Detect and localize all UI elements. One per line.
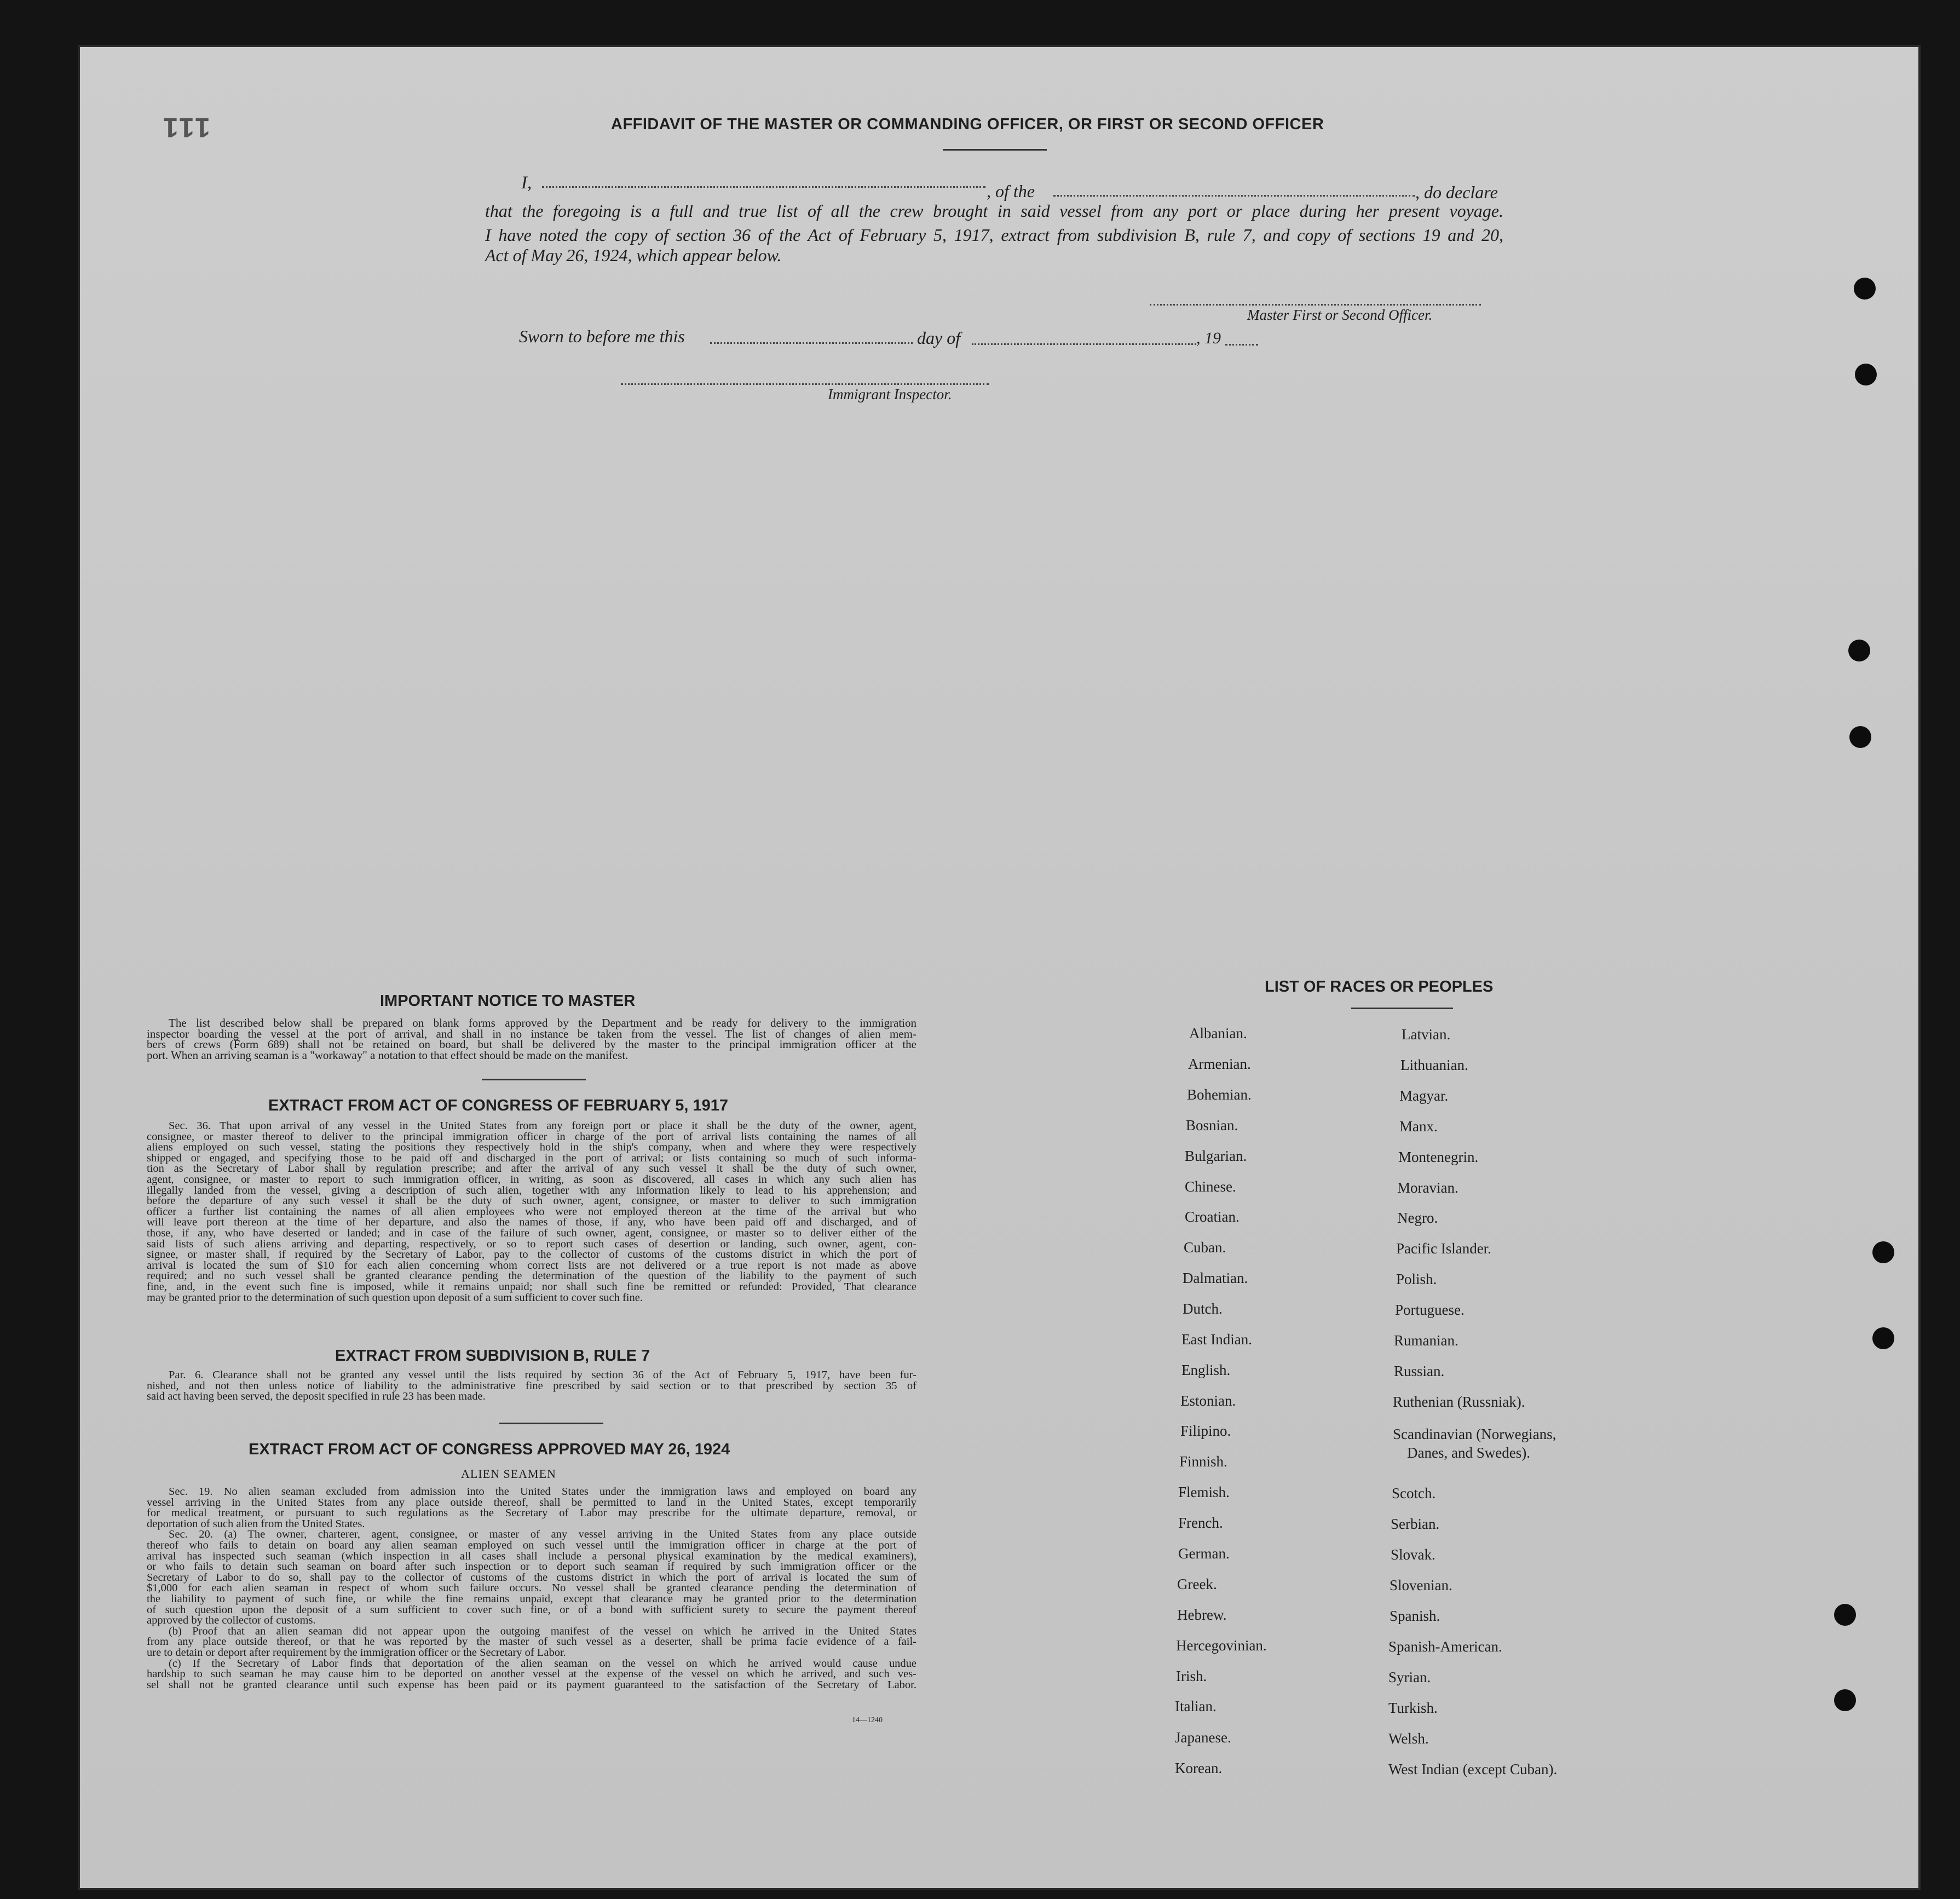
affidavit-line-3: Act of May 26, 1924, which appear below. xyxy=(485,245,782,265)
notice-line: The list described below shall be prepared on blank forms approved by the Department and be ready for delivery to the immigration xyxy=(169,1016,916,1029)
statute-line: fine, and, in the event such fine is imposed, while it remains unpaid; nor shall such fine be remitted or refunded: Provided, That clearance xyxy=(147,1280,916,1293)
race-left: English. xyxy=(1181,1362,1231,1378)
race-right: Slovenian. xyxy=(1390,1577,1452,1593)
statute-line: required; and no such vessel shall be granted clearance pending the determination of the question of the liability to the payment of such xyxy=(147,1270,916,1282)
race-right: Scotch. xyxy=(1392,1485,1436,1501)
race-left: German. xyxy=(1178,1545,1230,1562)
vessel-name-field[interactable] xyxy=(1053,195,1415,197)
race-right: Slovak. xyxy=(1391,1546,1436,1563)
inspector-label: Immigrant Inspector. xyxy=(828,386,952,402)
race-left: Hercegovinian. xyxy=(1176,1637,1267,1654)
statute-line: said act having been served, the deposit specified in rule 23 has been made. xyxy=(147,1390,486,1403)
race-right: Syrian. xyxy=(1388,1669,1431,1685)
race-right: Lithuanian. xyxy=(1400,1057,1468,1073)
divider xyxy=(1351,1008,1453,1009)
race-right: Spanish-American. xyxy=(1388,1638,1502,1655)
statute-line: arrival has inspected such seaman (which inspection in all cases shall include a personal physical examination by the medical examiners), xyxy=(147,1550,916,1562)
statute-line: Par. 6. Clearance shall not be granted any vessel until the lists required by section 36 of the Act of February 5, 1917, have been fur- xyxy=(169,1369,916,1381)
master-signature-field[interactable] xyxy=(1150,304,1481,306)
statute-line: of such question upon the deposit of a sum sufficient to cover such fine, or of a bond with sufficient surety to secure the payment thereof xyxy=(147,1603,916,1616)
extract-1924-text xyxy=(147,1487,916,1690)
notice-text xyxy=(147,1018,916,1061)
extract-1924-title: EXTRACT FROM ACT OF CONGRESS APPROVED MAY 26, 1924 xyxy=(249,1441,730,1458)
statute-line: illegally landed from the vessel, giving a description of such alien, together with any information likely to lead to his apprehension; and xyxy=(147,1184,916,1196)
race-left: Bohemian. xyxy=(1187,1086,1252,1103)
extract-1917-title: EXTRACT FROM ACT OF CONGRESS OF FEBRUARY 5, 1917 xyxy=(268,1097,729,1114)
race-right: Magyar. xyxy=(1399,1087,1449,1104)
race-left: Estonian. xyxy=(1180,1392,1236,1409)
year-prefix: , 19 xyxy=(1196,329,1221,347)
affidavit-title: AFFIDAVIT OF THE MASTER OR COMMANDING OFFICER, OR FIRST OR SECOND OFFICER xyxy=(611,116,1324,133)
statute-line: (c) If the Secretary of Labor finds that deportation of the alien seaman on the vessel on which he arrived would cause undue xyxy=(169,1657,916,1670)
race-right: Moravian. xyxy=(1397,1179,1459,1196)
race-right: Turkish. xyxy=(1388,1700,1438,1716)
statute-line: deportation of such alien from the United States. xyxy=(147,1517,365,1530)
race-right: Welsh. xyxy=(1388,1730,1429,1747)
race-left: Bosnian. xyxy=(1186,1117,1238,1133)
statute-line: signee, or master shall, if required by the Secretary of Labor, pay to the collector of customs of the customs district in which the port of xyxy=(147,1248,916,1261)
affidavit-line-2: I have noted the copy of section 36 of the Act of February 5, 1917, extract from subdivision B, rule 7, and copy of sections 19 and 20, xyxy=(485,225,1503,245)
master-signature-label: Master First or Second Officer. xyxy=(1247,307,1433,323)
race-left: Filipino. xyxy=(1180,1423,1231,1439)
race-right: Serbian. xyxy=(1391,1516,1440,1532)
affidavit-i-label: I, xyxy=(521,173,532,193)
race-left: Finnish. xyxy=(1179,1453,1227,1470)
extract-1917-text xyxy=(147,1121,916,1303)
statute-line: aliens employed on such vessel, stating the positions they respectively hold in the ship's company, when and where they were respectively xyxy=(147,1141,916,1154)
race-right: Ruthenian (Russniak). xyxy=(1393,1394,1525,1410)
statute-line: the liability to payment of such fine, or while the fine remains unpaid, except that clearance may be granted prior to the determination xyxy=(147,1592,916,1605)
statute-line: consignee, or master thereof to deliver to the principal immigration officer in charge of the port of arrival lists containing the names of all xyxy=(147,1130,916,1143)
statute-line: Sec. 19. No alien seaman excluded from admission into the United States under the immigration laws and employed on board any xyxy=(169,1486,916,1498)
master-name-field[interactable] xyxy=(542,186,985,188)
statute-line: tion as the Secretary of Labor shall by regulation prescribe; and after the arrival of any such vessel it shall be the duty of such owner, xyxy=(147,1163,916,1175)
statute-line: arrival is located the sum of $10 for each alien concerning whom correct lists are not delivered or a true report is not made as above xyxy=(147,1259,916,1271)
race-left: Chinese. xyxy=(1185,1178,1236,1195)
race-right: Negro. xyxy=(1397,1210,1438,1226)
race-right: Manx. xyxy=(1399,1118,1438,1135)
page-marker: 111 xyxy=(161,112,210,143)
statute-line: before the departure of any such vessel it shall be the duty of such owner, agent, consignee, or master to deliver to such immigration xyxy=(147,1195,916,1207)
statute-line: sel shall not be granted clearance until such expense has been paid or its payment guaranteed to the satisfaction of the Secretary of Labor. xyxy=(147,1678,916,1691)
race-right: Latvian. xyxy=(1402,1026,1451,1043)
race-right: Rumanian. xyxy=(1394,1332,1459,1349)
affidavit-of-the: , of the xyxy=(987,181,1035,201)
race-left: Italian. xyxy=(1175,1698,1217,1714)
race-right: Portuguese. xyxy=(1395,1302,1465,1318)
statute-line: agent, consignee, or master to report to such immigration officer, in writing, as soon as discovered, all cases in which any such alien has xyxy=(147,1173,916,1186)
affidavit-line-1: that the foregoing is a full and true list of all the crew brought in said vessel from any port or place during her present voyage. xyxy=(485,201,1503,221)
punch-hole xyxy=(1855,364,1877,385)
race-left: Hebrew. xyxy=(1177,1607,1227,1623)
race-right: Montenegrin. xyxy=(1398,1149,1479,1165)
notice-line: inspector boarding the vessel at the port of arrival, and shall in no instance be taken from the vessel. The list of changes of alien mem- xyxy=(147,1027,916,1040)
statute-line: vessel arriving in the United States from any place outside thereof, shall be permitted to land in the United States, except temporarily xyxy=(147,1496,916,1509)
statute-line: ure to detain or deport after requirement by the immigration officer or the Secretary of Labor. xyxy=(147,1646,566,1659)
race-right: Russian. xyxy=(1394,1363,1445,1379)
extract-rule7-title: EXTRACT FROM SUBDIVISION B, RULE 7 xyxy=(335,1347,650,1365)
race-left: Greek. xyxy=(1177,1576,1217,1592)
races-title: LIST OF RACES OR PEOPLES xyxy=(1265,978,1494,995)
divider xyxy=(499,1423,603,1424)
race-left: East Indian. xyxy=(1181,1331,1252,1348)
punch-hole xyxy=(1872,1327,1894,1349)
statute-line: shipped or engaged, and specifying those to be paid off and discharged in the port of arrival; or lists containing so much of such informa- xyxy=(147,1152,916,1164)
statute-line: may be granted prior to the determination of such question upon deposit of a sum sufficient to cover such fine. xyxy=(147,1291,643,1304)
sworn-year-field[interactable] xyxy=(1225,344,1258,346)
race-left: Flemish. xyxy=(1178,1484,1230,1500)
race-left: Korean. xyxy=(1175,1760,1223,1776)
divider xyxy=(482,1079,586,1080)
punch-hole xyxy=(1834,1604,1856,1626)
race-left: Irish. xyxy=(1176,1668,1207,1684)
race-left: Croatian. xyxy=(1185,1209,1240,1225)
race-left: Armenian. xyxy=(1188,1056,1251,1072)
notice-line: port. When an arriving seaman is a "workaway" a notation to that effect should be made on the manifest. xyxy=(147,1048,629,1062)
race-left: Dalmatian. xyxy=(1183,1270,1248,1286)
race-left: French. xyxy=(1178,1515,1223,1531)
inspector-signature-field[interactable] xyxy=(621,383,989,385)
sworn-label: Sworn to before me this xyxy=(519,326,685,346)
race-right: Polish. xyxy=(1396,1271,1437,1287)
statute-line: Secretary of Labor to do so, shall pay to the collector of customs of the customs district in which the port of arrival is located the sum of xyxy=(147,1571,916,1584)
extract-1924-subtitle: ALIEN SEAMEN xyxy=(461,1467,556,1481)
statute-line: said lists of such aliens arriving and departing, respectively, or so to report such cases of desertion or landing, such owner, agent, con- xyxy=(147,1238,916,1250)
race-right: Danes, and Swedes). xyxy=(1407,1445,1530,1461)
statute-line: hardship to such seaman he may cause him to be deported on another vessel at the expense of the vessel on which he arrived, and such ves- xyxy=(147,1668,916,1681)
race-right: Scandinavian (Norwegians, xyxy=(1393,1426,1557,1442)
punch-hole xyxy=(1834,1689,1856,1711)
race-left: Cuban. xyxy=(1184,1239,1226,1256)
statute-line: (b) Proof that an alien seaman did not appear upon the outgoing manifest of the vessel on which he arrived in the United States xyxy=(169,1625,916,1637)
statute-line: $1,000 for each alien seaman in respect of whom such failure occurs. No vessel shall be granted clearance pending the determination of xyxy=(147,1582,916,1595)
statute-line: those, if any, who have deserted or landed; and in case of the failure of such owner, agent, consignee, or master so to deliver either of the xyxy=(147,1227,916,1239)
statute-line: approved by the collector of customs. xyxy=(147,1614,316,1627)
divider xyxy=(943,149,1047,151)
punch-hole xyxy=(1849,726,1871,748)
affidavit-do-declare: , do declare xyxy=(1415,182,1498,202)
statute-line: thereof who fails to detain on board any alien seaman employed on such vessel until the immigration officer in charge at the port of xyxy=(147,1539,916,1551)
statute-line: nished, and not then unless notice of liability to the administrative fine prescribed by said section or to that prescribed by section 35 of xyxy=(147,1379,916,1392)
statute-line: from any place outside thereof, or that he was reported by the master of such vessel as a deserter, shall be prima facie evidence of a fail- xyxy=(147,1636,916,1648)
race-right: Pacific Islander. xyxy=(1396,1240,1491,1257)
race-left: Japanese. xyxy=(1175,1729,1231,1746)
race-left: Albanian. xyxy=(1189,1025,1247,1041)
day-of-label: day of xyxy=(917,328,961,348)
statute-line: Sec. 36. That upon arrival of any vessel in the United States from any foreign port or place it shall be the duty of the owner, agent, xyxy=(169,1120,916,1132)
punch-hole xyxy=(1848,640,1870,661)
sworn-month-field[interactable] xyxy=(972,343,1196,345)
form-number: 14—1240 xyxy=(852,1716,883,1724)
race-left: Bulgarian. xyxy=(1185,1148,1247,1164)
notice-line: bers of crews (Form 689) shall not be retained on board, but shall be delivered by the master to the principal immigration officer at the xyxy=(147,1038,916,1051)
punch-hole xyxy=(1872,1241,1894,1263)
punch-hole xyxy=(1854,278,1876,300)
statute-line: for medical treatment, or pursuant to such regulations as the Secretary of Labor may prescribe for the ultimate departure, removal, or xyxy=(147,1507,916,1520)
statute-line: will leave port thereon at the time of her departure, and also the names of those, if any, who have been paid off and discharged, and of xyxy=(147,1216,916,1229)
race-right: West Indian (except Cuban). xyxy=(1388,1761,1558,1777)
race-right: Spanish. xyxy=(1390,1608,1440,1624)
race-left: Dutch. xyxy=(1183,1300,1223,1317)
statute-line: Sec. 20. (a) The owner, charterer, agent, consignee, or master of any vessel arriving in the United States from any place outside xyxy=(169,1528,916,1541)
statute-line: or who fails to detain such seaman on board after such inspection or to deport such seaman if required by such immigration officer or the xyxy=(147,1561,916,1573)
extract-rule7-text xyxy=(147,1370,916,1402)
notice-title: IMPORTANT NOTICE TO MASTER xyxy=(380,992,636,1010)
sworn-day-field[interactable] xyxy=(710,342,913,344)
statute-line: officer a further list containing the names of all alien employees who were not employed thereon at the time of the arrival but who xyxy=(147,1205,916,1218)
